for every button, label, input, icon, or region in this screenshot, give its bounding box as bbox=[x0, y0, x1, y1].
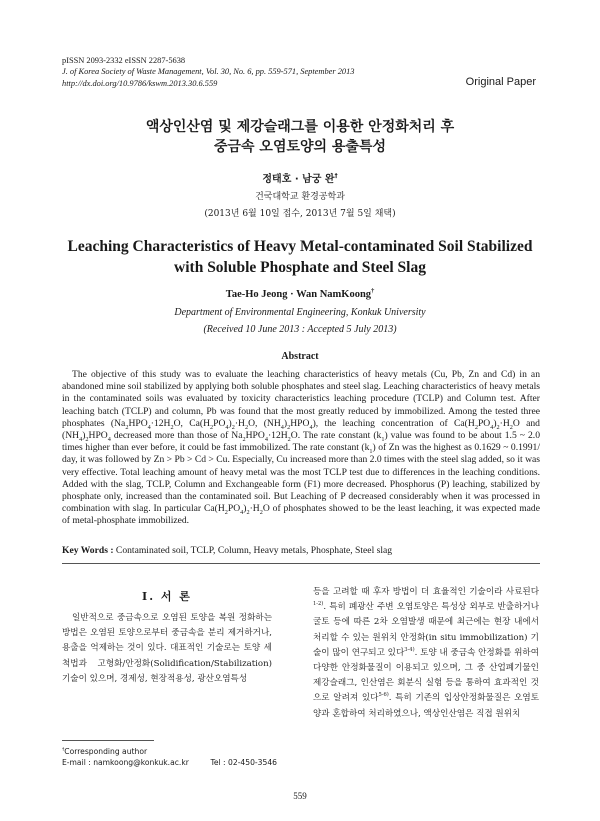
korean-authors bbox=[0, 170, 600, 185]
abstract-divider bbox=[62, 563, 540, 564]
keywords bbox=[62, 545, 540, 556]
korean-corresponding-mark: † bbox=[334, 172, 338, 180]
citation: 3-4) bbox=[404, 646, 415, 653]
page-number: 559 bbox=[293, 791, 307, 801]
english-title-line-1: Leaching Characteristics of Heavy Metal-contaminated Soil Stabilized bbox=[67, 238, 533, 255]
footnote-divider bbox=[62, 740, 154, 741]
korean-affiliation: 건국대학교 환경공학과 bbox=[255, 192, 345, 202]
doi-link[interactable]: http://dx.doi.org/10.9786/kswm.2013.30.6.559 bbox=[62, 78, 218, 88]
keywords-list: Contaminated soil, TCLP, Column, Heavy metals, Phosphate, Steel slag bbox=[113, 545, 393, 556]
corresponding-author-footnote bbox=[62, 746, 277, 768]
author-email[interactable]: E-mail : namkoong@konkuk.ac.kr bbox=[62, 758, 189, 767]
journal-header bbox=[62, 55, 442, 89]
korean-dates: (2013년 6월 10일 접수, 2013년 7월 5일 채택) bbox=[204, 209, 396, 219]
footnote-mark: † bbox=[62, 747, 65, 753]
issn-line: pISSN 2093-2332 eISSN 2287-5638 bbox=[62, 56, 186, 65]
journal-citation: J. of Korea Society of Waste Management, Vol. 30, No. 6, pp. 559-571, September 2013 bbox=[62, 67, 355, 77]
english-authors bbox=[0, 289, 600, 300]
citation: 5-6) bbox=[378, 692, 389, 699]
footnote-label: Corresponding author bbox=[64, 747, 148, 756]
korean-title-line-2: 중금속 오염토양의 용출특성 bbox=[213, 139, 387, 155]
english-affiliation: Department of Environmental Engineering, Konkuk University bbox=[174, 307, 426, 318]
english-title bbox=[0, 236, 600, 278]
korean-author-names: 정태호 · 남궁 완 bbox=[262, 174, 335, 185]
author-phone: Tel : 02-450-3546 bbox=[210, 758, 277, 767]
body-left-column: 일반적으로 중금속으로 오염된 토양을 복원 정화하는 방법은 오염된 토양으로부터 중금속을 분리 제거하거나, 용출을 억제하는 것이 있다. 대표적인 기술로는 토양 세척법과 고형화/안정화(Solidification/Stabilization)기술이 있으며, 경제성, 현장적용성, 광산오염특성 bbox=[62, 613, 272, 684]
english-dates: (Received 10 June 2013 : Accepted 5 July 2013) bbox=[203, 324, 397, 335]
english-corresponding-mark: † bbox=[371, 287, 375, 295]
english-title-line-2: with Soluble Phosphate and Steel Slag bbox=[174, 259, 426, 276]
korean-title bbox=[0, 117, 600, 157]
body-right-column: 등을 고려할 때 후자 방법이 더 효율적인 기술이라 사료된다$^{1-2)}$. 특히 폐광산 주변 오염토양은 특성상 외부로 반출하거나 굴토 등에 따른 2차 오염발생 때문에 최근에는 현장 내에서 처리할 수 있는 원위치 안정화(in situ immobilization) 기술이 많이 연구되고 있다$^{3-4)}$. 토양 내 중금속 안정화를 위하여 다양한 안정화물질이 이용되고 있으며, 그 중 산업폐기물인 제강슬래그, 인산염은 회분식 실험 등을 통하여 효과적인 것으로 알려져 있다$^{5-6)}$. 특히 기존의 입상안정화물질은 오염토양과 혼합하여 처리하였으나, 액상인산염은 직접 원위치 bbox=[313, 587, 540, 719]
section-heading-introduction: I. 서 론 bbox=[142, 590, 192, 603]
abstract-text: The objective of this study was to evaluate the leaching characteristics of heavy metals (Cu, Pb, Zn and Cd) in an abandoned mine soil stabilized by applying both soluble phosphates and steel slag. Leaching characteristics of heavy metals in the contaminated soils was evaluated by toxicity characteristics leaching procedure (TCLP) and Column test. After leaching batch (TCLP) and column, Pb was found that the most greatly reduced by immobilized. Among the tested three phosphates ($Na_2HPO_4\cdot 12H_2O$, $Ca(H_2PO_4)_2\cdot H_2O$, $(NH_4)_2HPO_4$), the leaching concentration of $Ca(H_2PO_4)_2\cdot H_2O$ and $(NH_4)_2HPO_4$ decreased more than those of $Na_2HPO_4\cdot 12H_2O$. The rate constant $(k_1)$ value was found to be about 1.5 ~ 2.0 times higher than ever before, it could be fast immobilized. The rate constant $(k_1)$ of Zn was the highest as 0.1629 ~ 0.1991/ day, it was followed by Zn > Pb > Cd > Cu. Especially, Cu increased more than 2.0 times with the steel slag added, so it was very effective. Total leaching amount of heavy metal was the most TCLP test due to differences in the leaching conditions. Added with the slag, TCLP, Column and Exchangeable form (F1) more decreased. Phosphorus (P) leaching, stabilized by phosphate only, increased than the contaminated soil. But Leaching of P decreased considerably when it was processed in combination with slag. In particular $Ca(H_2PO_4)_2\cdot H_2O$ of phosphates showed to be the least leaching, it was expected made of metal-phosphate immobilized. bbox=[62, 369, 540, 527]
abstract-heading: Abstract bbox=[281, 351, 319, 362]
keywords-label: Key Words : bbox=[62, 545, 114, 556]
english-author-names: Tae-Ho Jeong · Wan NamKoong bbox=[225, 289, 372, 300]
citation: 1-2) bbox=[313, 601, 324, 608]
korean-title-line-1: 액상인산염 및 제강슬래그를 이용한 안정화처리 후 bbox=[145, 119, 455, 135]
article-type-label: Original Paper bbox=[465, 76, 536, 88]
